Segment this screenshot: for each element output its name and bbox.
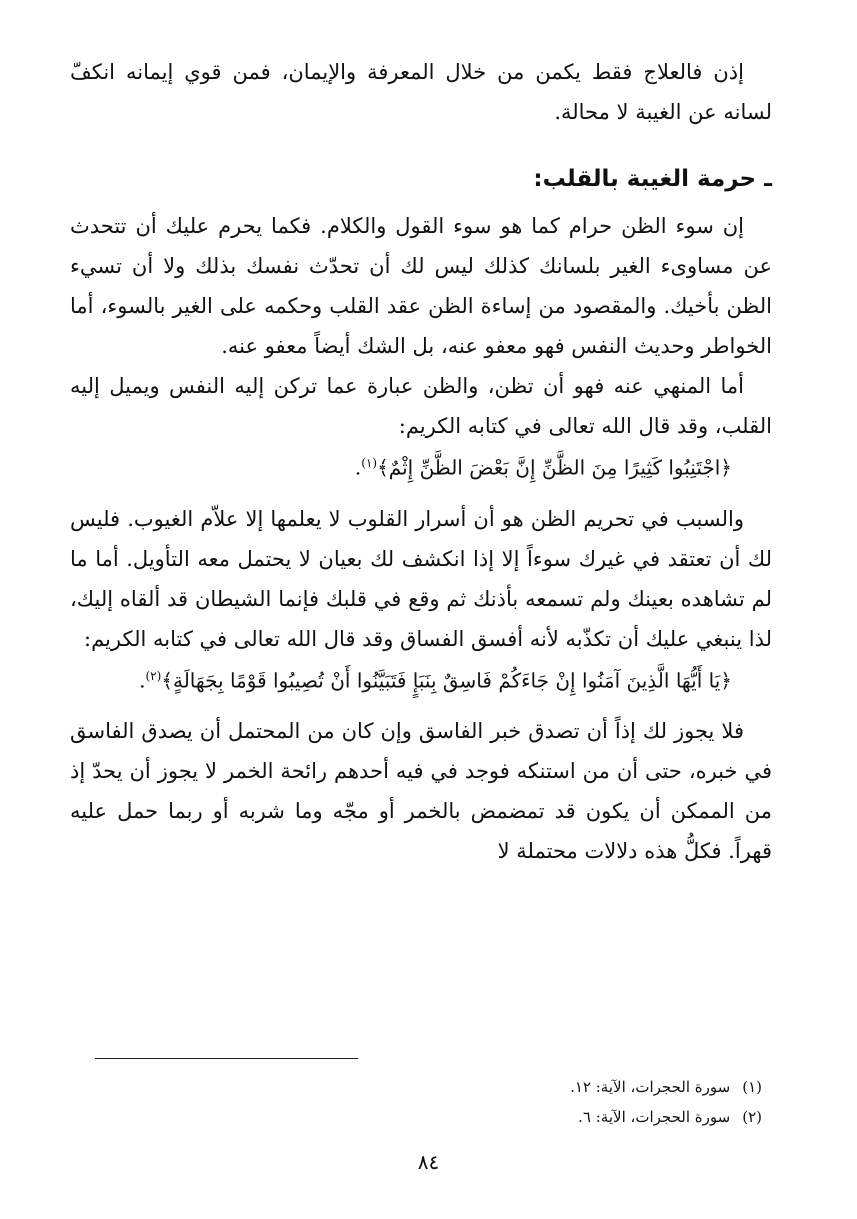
verse-2-text: ﴿يَا أَيُّهَا الَّذِينَ آمَنُوا إِنْ جَاءَكُمْ فَاسِقٌ بِنَبَإٍ فَتَبَيَّنُوا أَنْ تُصِيبُوا قَوْمًا بِجَهَالَةٍ﴾: [161, 668, 732, 693]
page-content: [70, 52, 772, 871]
quran-verse-2: ﴿يَا أَيُّهَا الَّذِينَ آمَنُوا إِنْ جَاءَكُمْ فَاسِقٌ بِنَبَإٍ فَتَبَيَّنُوا أَنْ تُصِيبُوا قَوْمًا بِجَهَالَةٍ﴾$^{(٢)}$.: [139, 668, 732, 693]
footnote-2: [570, 1102, 762, 1132]
footnote-2-text: سورة الحجرات، الآية: ٦.: [578, 1108, 731, 1126]
footnote-1: [570, 1072, 762, 1102]
verse-2-footnote-ref: (٢): [145, 668, 162, 683]
footnote-2-number: (٢): [742, 1108, 762, 1126]
footnote-1-text: سورة الحجرات، الآية: ١٢.: [570, 1078, 731, 1096]
section-heading: ـ حرمة الغيبة بالقلب:: [533, 166, 772, 192]
verse-1-footnote-ref: (١): [361, 456, 378, 470]
paragraph-2: إن سوء الظن حرام كما هو سوء القول والكلام. فكما يحرم عليك أن تتحدث عن مساوىء الغير بلسانك كذلك ليس لك أن تحدّث نفسك بذلك ولا أن تسيء الظن بأخيك. والمقصود من إساءة الظن عقد القلب وحكمه على الغير بالسوء، أما الخواطر وحديث النفس فهو معفو عنه، بل الشك أيضاً معفو عنه.: [70, 214, 772, 358]
page-number: ٨٤: [417, 1150, 440, 1174]
footnote-divider: [95, 1058, 358, 1059]
footnote-1-number: (١): [742, 1078, 762, 1096]
footnotes: [570, 1072, 762, 1132]
paragraph-4: والسبب في تحريم الظن هو أن أسرار القلوب لا يعلمها إلا علاّم الغيوب. فليس لك أن تعتقد في غيرك سوءاً إلا إذا انكشف لك بعيان لا يحتمل معه التأويل. أما ما لم تشاهده بعينك ولم تسمعه بأذنك ثم وقع في قلبك فإنما الشيطان قد ألقاه إليك، لذا ينبغي عليك أن تكذّبه لأنه أفسق الفساق وقد قال الله تعالى في كتابه الكريم:: [70, 506, 772, 651]
paragraph-3: أما المنهي عنه فهو أن تظن، والظن عبارة عما تركن إليه النفس ويميل إليه القلب، وقد قال الله تعالى في كتابه الكريم:: [70, 374, 772, 438]
quran-verse-1: ﴿اجْتَنِبُوا كَثِيرًا مِنَ الظَّنِّ إِنَّ بَعْضَ الظَّنِّ إِثْمٌ﴾$^{(١)}$.: [354, 455, 732, 480]
paragraph-5: فلا يجوز لك إذاً أن تصدق خبر الفاسق وإن كان من المحتمل أن يصدق الفاسق في خبره، حتى أن من استنكه فوجد في فيه أحدهم رائحة الخمر لا يجوز أن يحدّ إذ من الممكن أن يكون قد تمضمض بالخمر أو مجّه وما شربه أو ربما حمل عليه قهراً. فكلُّ هذه دلالات محتملة لا: [70, 719, 772, 864]
paragraph-1: إذن فالعلاج فقط يكمن من خلال المعرفة والإيمان، فمن قوي إيمانه انكفّ لسانه عن الغيبة لا محالة.: [70, 60, 772, 124]
verse-1-text: ﴿اجْتَنِبُوا كَثِيرًا مِنَ الظَّنِّ إِنَّ بَعْضَ الظَّنِّ إِثْمٌ﴾: [377, 455, 732, 480]
